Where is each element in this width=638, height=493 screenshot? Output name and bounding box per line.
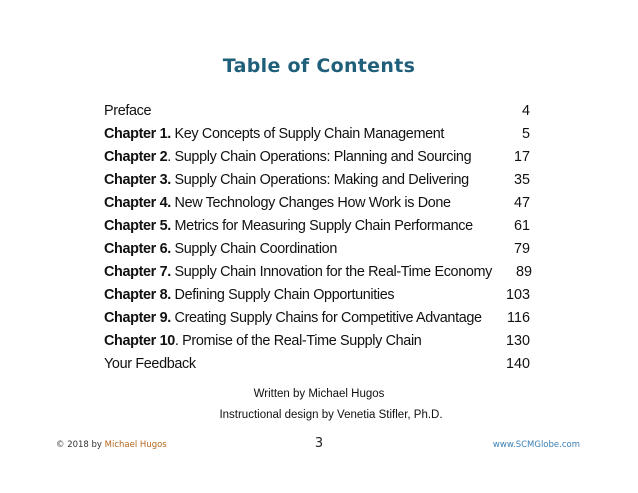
toc-entry[interactable] [104, 264, 530, 287]
toc-page-number: 140 [505, 356, 530, 372]
toc-entry[interactable] [104, 103, 530, 126]
chapter-title: New Technology Changes How Work is Done [170, 195, 451, 211]
toc-entry-label [104, 356, 196, 372]
page-title: Table of Contents [222, 55, 416, 77]
chapter-number: Chapter 7. [104, 264, 171, 280]
copyright-text: © 2018 by [56, 440, 105, 450]
table-of-contents [104, 103, 530, 379]
chapter-title: Supply Chain Innovation for the Real-Time Economy [170, 264, 492, 280]
chapter-title: Metrics for Measuring Supply Chain Performance [170, 218, 473, 234]
toc-entry[interactable] [104, 218, 530, 241]
chapter-number: Chapter 6. [104, 241, 171, 257]
toc-page-number: 89 [515, 264, 532, 280]
chapter-title: Key Concepts of Supply Chain Management [170, 126, 445, 142]
toc-entry[interactable] [104, 241, 530, 264]
chapter-number: Chapter 3. [104, 172, 171, 188]
chapter-number: Chapter 1. [104, 126, 171, 142]
chapter-title: Preface [104, 103, 152, 119]
toc-entry-label [104, 149, 471, 165]
chapter-number: Chapter 2 [104, 149, 168, 165]
toc-entry-label [104, 172, 469, 188]
toc-page-number: 116 [507, 310, 530, 326]
toc-entry-label [104, 218, 473, 234]
chapter-title: Supply Chain Operations: Making and Delivering [170, 172, 469, 188]
toc-entry[interactable] [104, 287, 530, 310]
chapter-title: Defining Supply Chain Opportunities [170, 287, 395, 303]
chapter-title: Creating Supply Chains for Competitive Advantage [170, 310, 482, 326]
page-number: 3 [314, 436, 324, 451]
chapter-title: . Supply Chain Operations: Planning and Sourcing [167, 149, 472, 165]
toc-entry-label [104, 264, 492, 280]
toc-page-number: 103 [505, 287, 530, 303]
toc-entry[interactable] [104, 333, 530, 356]
toc-page-number: 5 [521, 126, 530, 142]
footer-author: Michael Hugos [104, 440, 167, 450]
toc-entry[interactable] [104, 310, 530, 333]
toc-entry-label [104, 195, 451, 211]
toc-entry[interactable] [104, 172, 530, 195]
toc-entry[interactable] [104, 126, 530, 149]
chapter-number: Chapter 5. [104, 218, 171, 234]
toc-entry[interactable] [104, 356, 530, 379]
chapter-number: Chapter 10 [104, 333, 175, 349]
toc-entry-label [104, 287, 394, 303]
toc-entry-label [104, 126, 444, 142]
toc-entry-label [104, 103, 151, 119]
toc-page-number: 79 [513, 241, 530, 257]
toc-entry[interactable] [104, 195, 530, 218]
toc-page-number: 130 [505, 333, 530, 349]
toc-page-number: 4 [521, 103, 530, 119]
toc-page-number: 17 [513, 149, 530, 165]
toc-page-number: 35 [513, 172, 530, 188]
toc-page-number: 61 [513, 218, 530, 234]
chapter-number: Chapter 4. [104, 195, 171, 211]
chapter-number: Chapter 9. [104, 310, 171, 326]
chapter-title: . Promise of the Real-Time Supply Chain [174, 333, 422, 349]
chapter-number: Chapter 8. [104, 287, 171, 303]
design-credit: Instructional design by Venetia Stifler, Ph.D. [219, 409, 443, 421]
toc-entry-label [104, 310, 482, 326]
chapter-title: Supply Chain Coordination [170, 241, 337, 257]
author-credit: Written by Michael Hugos [253, 388, 385, 400]
toc-page-number: 47 [513, 195, 530, 211]
toc-entry-label [104, 241, 337, 257]
toc-entry[interactable] [104, 149, 530, 172]
website-link[interactable]: www.SCMGlobe.com [492, 440, 580, 450]
toc-entry-label [104, 333, 421, 349]
chapter-title: Your Feedback [104, 356, 196, 372]
